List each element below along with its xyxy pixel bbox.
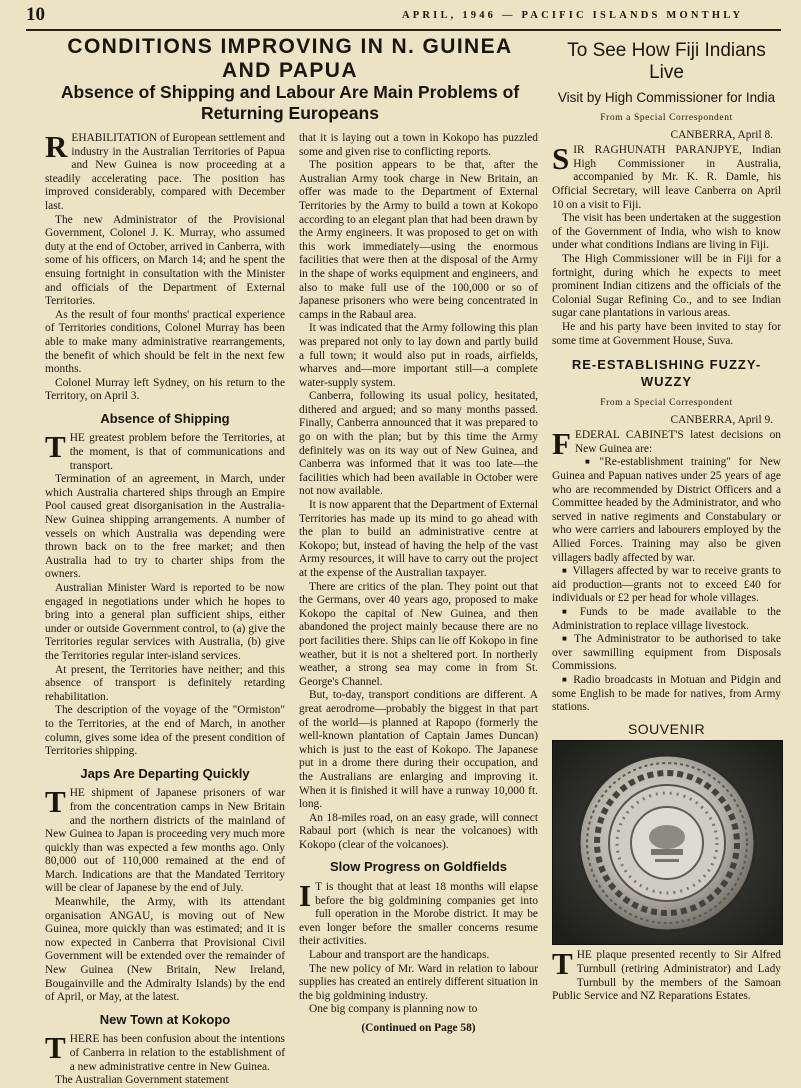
drop-cap: I	[299, 878, 312, 914]
caption-text: HE plaque presented recently to Sir Alfred Turnbull (retiring Administrator) and Lady Turnbull by the members of the Samoan Public Service and NZ Reparations Estates.	[552, 949, 781, 1003]
decision-item: ■ The Administrator to be authorised to take over sawmilling equipment from Disposals Commissions.	[552, 633, 781, 674]
paragraph-text: IR RAGHUNATH PARANJPYE, Indian High Commissioner in Australia, accompanied by Mr. K. R. Damle, his Official Secretary, will leave Canberra on April 10 on a visit to Fiji.	[552, 144, 781, 211]
article-paragraph: Colonel Murray left Sydney, on his return to the Territory, on April 3.	[45, 376, 285, 403]
fiji-article-subtitle: Visit by High Commissioner for India	[557, 90, 776, 105]
article-paragraph: There are critics of the plan. They point out that the Germans, over 40 years ago, proposed to make Kokopo the capital of New Guinea, and then abandoned the project mainly because there are no port facilities there. Ships can lie off Kokopo in fine weather, but it is not a sheltered port. In northerly weather, a strong sea may come in from St. George's Channel.	[299, 580, 538, 688]
article-paragraph: The new Administrator of the Provisional Government, Colonel J. K. Murray, who assumed duty at the end of October, arrived in Canberra, with some of his officers, on March 14; and he spent the ensuing fortnight in consultation with the Minister and officials of the Department of External Territories.	[45, 213, 285, 308]
article-paragraph: that it is laying out a town in Kokopo has puzzled some and given rise to conflicting reports.	[299, 132, 538, 158]
article-paragraph: The position appears to be that, after the Australian Army took charge in New Britain, an offer was made to the Department of External Territories by the Army to build a town at Kokopo according to an elegant plan that had been drawn by the Army engineers. It was proposed to get on with this work immediately—using the enormous facilities that were then at the disposal of the Army in the shape of works equipment and engineers, and also to make full use of the 100,000 or so of Japanese prisoners who were being concentrated in camps in the Rabaul area.	[299, 159, 538, 321]
article-paragraph: The visit has been undertaken at the suggestion of the Government of India, who wish to know under what conditions Indians are living in Fiji.	[552, 212, 781, 252]
main-headline: CONDITIONS IMPROVING IN N. GUINEA AND PAPUA	[67, 35, 513, 82]
article-paragraph: The Australian Government statement	[55, 1074, 229, 1087]
drop-cap: R	[45, 129, 68, 164]
article-paragraph: Canberra, following its usual policy, hesitated, dithered and argued; and so many months passed. Finally, Canberra announced that it was prepared to go on with the plan; but by this time the Army definitely was on its way out of New Guinea, and Canberra was informed that it was too late—the facilities which had been available in October were not now available.	[299, 390, 538, 498]
paragraph-text: HERE has been confusion about the intentions of Canberra in relation to the establishment of a new administrative centre in New Guinea.	[69, 1033, 285, 1073]
article-paragraph: The description of the voyage of the "Ormiston" to the Territories, at the end of March, in another column, gives some idea of the present condition of Territories shipping.	[45, 704, 285, 758]
article-paragraph: But, to-day, transport conditions are different. A great aerodrome—probably the biggest in that part of the world—is planned at Rapopo (formerly the well-known plantation of Captain James Duncan) which is just to the east of Kokopo. The Japanese put in a drome there during their occupation, and the Australians are enlarging and improving it. When it is finished it will have a runway 10,000 ft. long.	[299, 689, 538, 811]
page-number: 10	[26, 4, 45, 25]
article-paragraph: Meanwhile, the Army, with its attendant organisation ANGAU, is moving out of New Guinea, more quickly than was estimated; and it is now expected in Canberra that Provisional Civil Government will be extended over the remainder of New Guinea (New Britain, New Ireland, Bougainville and the Admiralty Islands) by the end of April, or May, at the latest.	[45, 896, 285, 1004]
article-paragraph: It was indicated that the Army following this plan was prepared not only to lay down and partly build a full town; it would also put in roads, airfields, wharves and—more important still—a complete water-supply system.	[299, 322, 538, 389]
article-paragraph	[552, 141, 781, 212]
photo-caption	[552, 946, 781, 1003]
paragraph-text: HE greatest problem before the Territories, at the moment, is that of communications and transport.	[69, 432, 285, 472]
drop-cap: T	[45, 429, 66, 465]
decision-item: ■ Funds to be made available to the Administration to replace village livestock.	[552, 606, 781, 633]
article-paragraph: Termination of an agreement, in March, under which Australia chartered ships through an Empire Pool caused great disorganisation in the Australia-New Guinea shipping arrangements. A number of vessels on which Australia was depending were thrown back on to the free market; and then Australia had to try to charter ships from the owners.	[45, 473, 285, 581]
article-paragraph	[45, 429, 285, 473]
souvenir-heading: SOUVENIR	[627, 720, 706, 737]
decision-item: ■ Radio broadcasts in Motuan and Pidgin and some English to be made for natives, from Army stations.	[552, 674, 781, 715]
plaque-photo	[552, 740, 783, 945]
main-subheadline: Absence of Shipping and Labour Are Main Problems of Returning Europeans	[60, 82, 520, 123]
article-paragraph	[552, 426, 781, 462]
section-heading-goldfields: Slow Progress on Goldfields	[330, 859, 507, 875]
paragraph-text: EDERAL CABINET'S latest decisions on New Guinea are:	[574, 429, 781, 455]
header-rule	[26, 29, 781, 31]
article-paragraph	[45, 129, 285, 214]
byline: From a Special Correspondent	[600, 113, 733, 123]
dateline: CANBERRA, April 9.	[670, 413, 773, 426]
article-paragraph	[299, 878, 538, 949]
running-head: APRIL, 1946 — PACIFIC ISLANDS MONTHLY	[402, 10, 744, 21]
byline: From a Special Correspondent	[600, 398, 733, 409]
article-paragraph	[45, 784, 285, 896]
article-paragraph: As the result of four months' practical experience of Territories conditions, Colonel Murray has been able to make many administrative rearrangements, the benefit of which should be felt in the next few months.	[45, 308, 285, 376]
continued-note: (Continued on Page 58)	[361, 1022, 476, 1034]
article-paragraph: It is now apparent that the Department of External Territories has made up its mind to go ahead with the plan to build an administrative centre at Kokopo; but, instead of having the help of the vast Army resources, it will have to carry out the project at the expense of the Australian taxpayer.	[299, 499, 538, 579]
decision-item: ■ Villagers affected by war to receive grants to aid production—grants not to exceed £40 for individuals or £2 per head for whole villages.	[552, 565, 781, 606]
article-paragraph: Australian Minister Ward is reported to be now engaged in negotiations under which he hopes to bring into a general plan sufficient ships, either under or outside Government control, to (a) give the Territories regular services with Australia, (b) give the Territories regular inter-island services.	[45, 582, 285, 662]
drop-cap: F	[552, 426, 571, 462]
paragraph-text: T is thought that at least 18 months will elapse before the big goldmining companies get into full operation in the Morobe district. It may be even longer before the smaller concerns resume their activities.	[299, 881, 538, 948]
article-column-1	[45, 129, 285, 1088]
paragraph-text: HE shipment of Japanese prisoners of war from the concentration camps in New Britain and the northern districts of the mainland of New Guinea to Japan is proceeding very much more quickly than was expected a few months ago. Only 80,000 out of 110,000 remained at the end of March. Indications are that the Mandated Territory will be clear of Japanese by the end of July.	[45, 787, 285, 895]
article-paragraph: An 18-miles road, on an easy grade, will connect Rabaul port (which is near the volcanoes) with Kokopo (clear of the volcanoes).	[299, 811, 538, 851]
section-heading-japs: Japs Are Departing Quickly	[80, 765, 250, 781]
article-column-2	[299, 132, 538, 1036]
section-heading-kokopo: New Town at Kokopo	[99, 1011, 231, 1027]
article-column-3	[552, 40, 781, 1004]
drop-cap: T	[45, 1030, 66, 1066]
article-paragraph: At present, the Territories have neither; and this absence of transport is definitely retarding rehabilitation.	[45, 663, 285, 703]
drop-cap: T	[552, 946, 573, 982]
article-paragraph: One big company is planning now to	[309, 1003, 478, 1016]
fuzzy-wuzzy-title: RE-ESTABLISHING FUZZY-WUZZY	[571, 357, 762, 390]
dateline: CANBERRA, April 8.	[670, 128, 773, 141]
article-paragraph	[45, 1030, 285, 1074]
fiji-article-title: To See How Fiji Indians Live	[567, 40, 766, 83]
article-paragraph: He and his party have been invited to stay for some time at Government House, Suva.	[552, 320, 781, 347]
drop-cap: S	[552, 141, 570, 177]
article-paragraph: The High Commissioner will be in Fiji for a fortnight, during which he expects to meet prominent Indian citizens and the officials of the Colonial Sugar Refining Co., and to see Indian sugar cane plantations in various areas.	[552, 252, 781, 320]
plaque-image	[553, 741, 782, 944]
paragraph-text: EHABILITATION of European settlement and industry in the Australian Territories of Papua and New Guinea is now proceeding at a steadily accelerating pace. The position has improved considerably, compared with December last.	[45, 132, 285, 212]
decision-item: ■ "Re-establishment training" for New Guinea and Papuan natives under 25 years of age who are recommended by District Officers and a Committee headed by the Administrator, and who served in native regiments and Constabulary or who were carriers and labourers employed by the Allied Forces. Training may also be given villagers badly affected by war.	[552, 456, 781, 565]
section-heading-shipping: Absence of Shipping	[100, 410, 230, 426]
drop-cap: T	[45, 784, 66, 820]
article-paragraph: Labour and transport are the handicaps.	[309, 949, 490, 962]
article-paragraph: The new policy of Mr. Ward in relation to labour supplies has created an entirely different situation in the big goldmining industry.	[299, 962, 538, 1002]
